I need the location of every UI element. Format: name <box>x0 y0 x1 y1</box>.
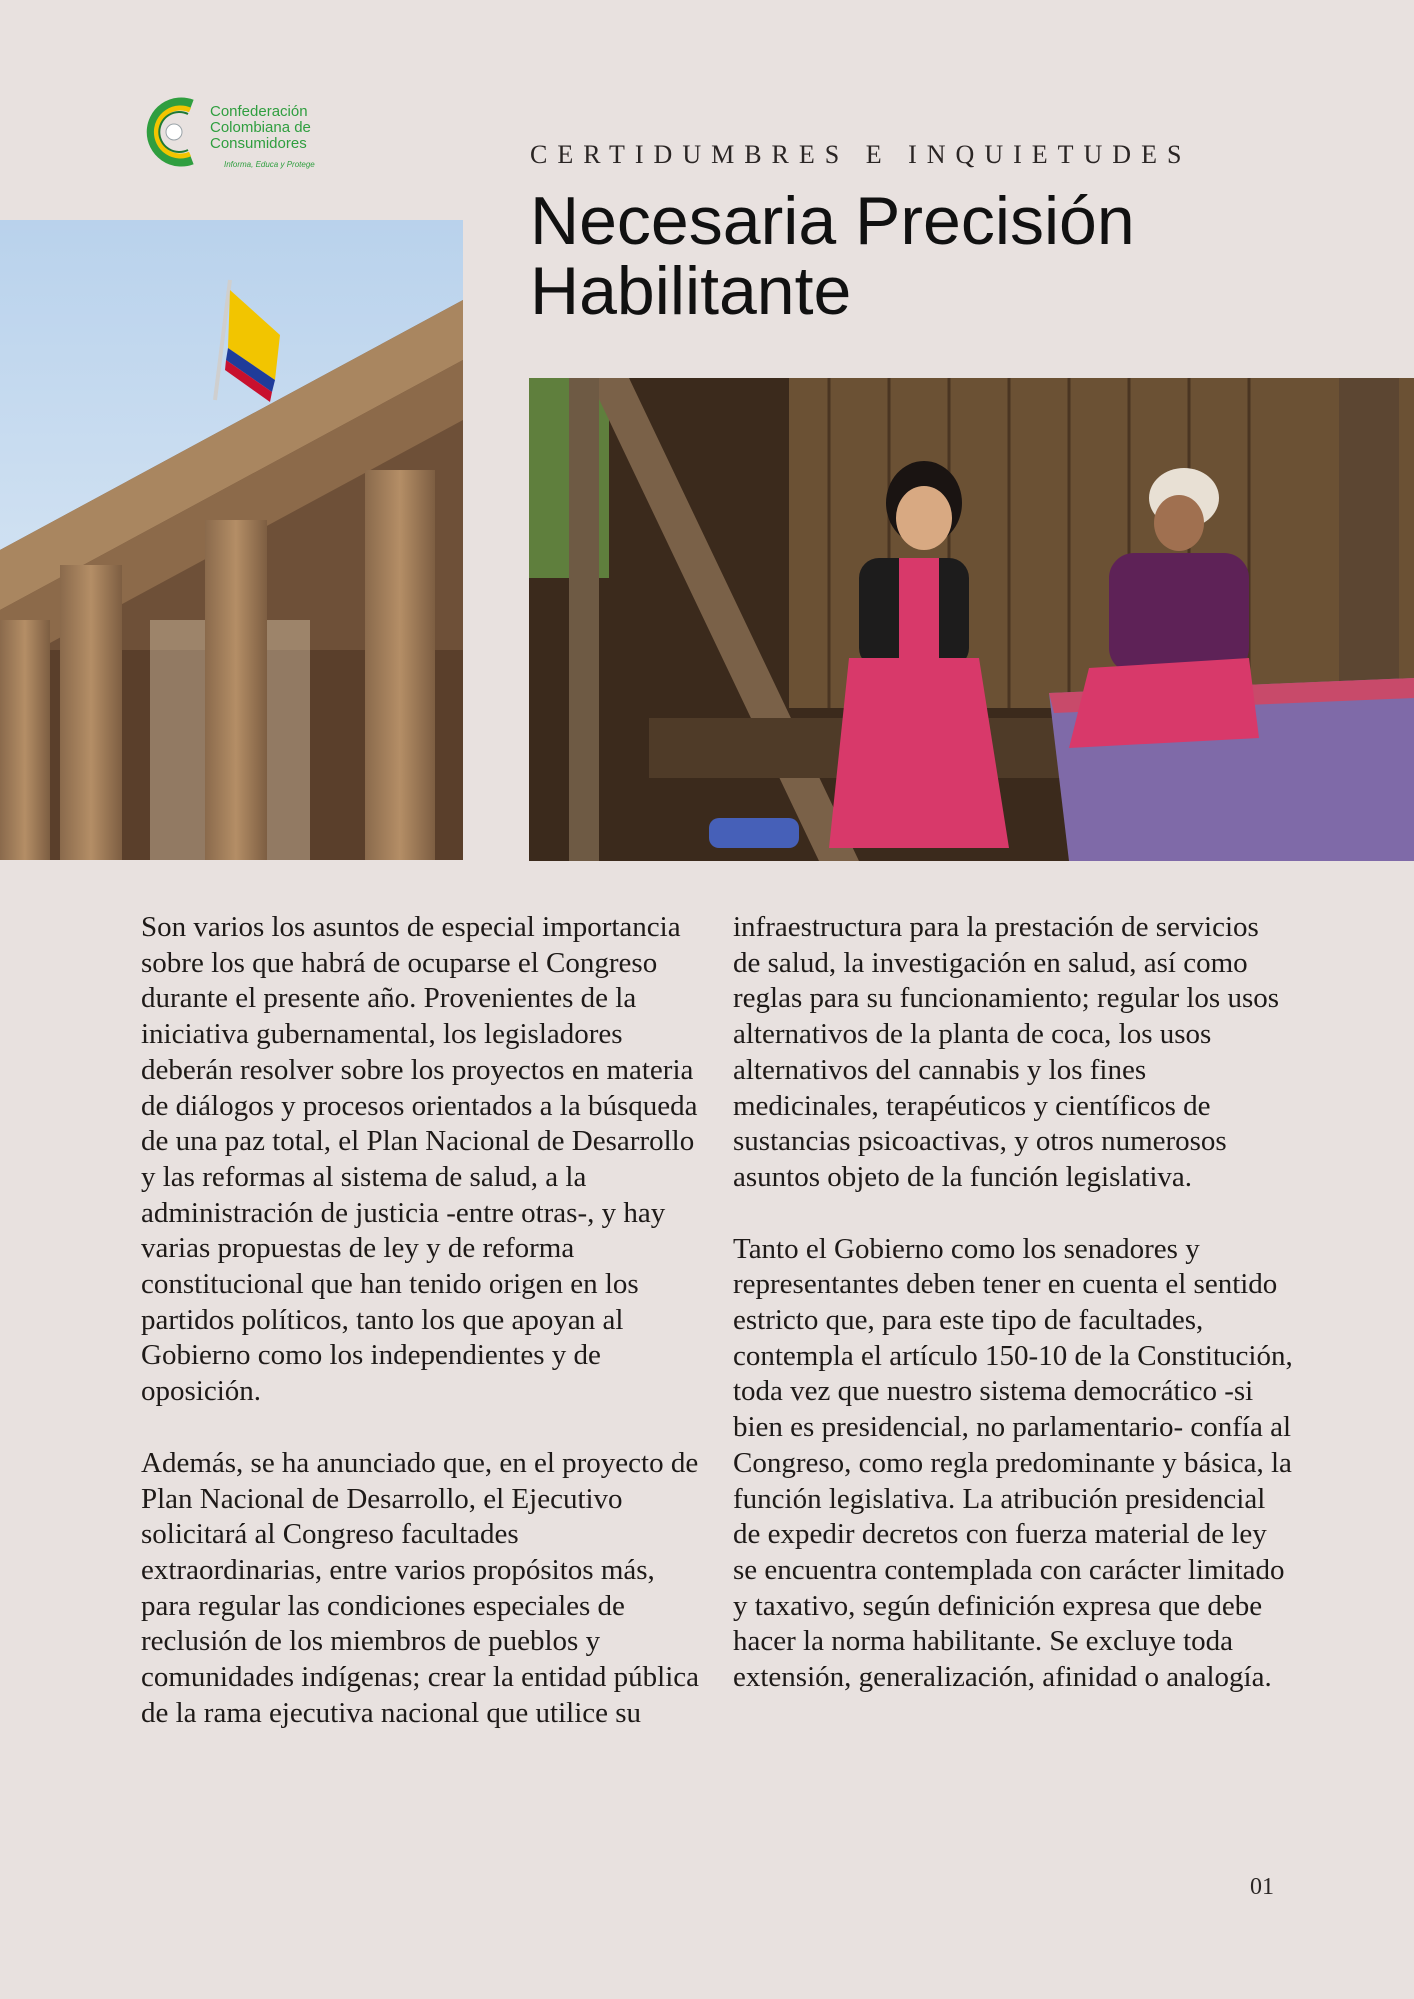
logo-line-3: Consumidores <box>210 135 307 152</box>
paragraph-4: Tanto el Gobierno como los senadores y representantes deben tener en cuenta el sentido estricto que, para este tipo de facultades, contempla el artículo 150-10 de la Constitución, toda vez que nuestro sistema democrático -si bien es presidencial, no parlamentario- confía al Congreso, como regla predominante y básica, la función legislativa. La atribución presidencial de expedir decretos con fuerza material de ley se encuentra contemplada con carácter limitado y taxativo, según definición expresa que debe hacer la norma habilitante. Se excluye toda extensión, generalización, afinidad o analogía. <box>733 1232 1293 1694</box>
logo-tagline: Informa, Educa y Protege <box>224 160 315 169</box>
section-kicker: CERTIDUMBRES E INQUIETUDES <box>530 140 1192 169</box>
page-number: 01 <box>1250 1874 1274 1900</box>
paragraph-2: Además, se ha anunciado que, en el proyecto de Plan Nacional de Desarrollo, el Ejecutivo solicitará al Congreso facultades extraordinarias, entre varios propósitos más, para regular las condiciones especiales de reclusión de los miembros de pueblos y comunidades indígenas; crear la entidad pública de la rama ejecutiva nacional que utilice su <box>141 1446 700 1729</box>
logo-line-2: Colombiana de <box>210 119 311 136</box>
congress-building-photo <box>0 220 463 860</box>
article-title <box>530 183 1290 329</box>
body-column-left <box>141 910 701 1767</box>
indigenous-girl-elder-photo <box>529 378 1414 861</box>
title-line-2: Habilitante <box>530 253 852 329</box>
logo <box>140 90 340 174</box>
logo-line-1: Confederación <box>210 103 308 120</box>
body-column-right <box>733 910 1293 1732</box>
paragraph-1: Son varios los asuntos de especial importancia sobre los que habrá de ocuparse el Congreso durante el presente año. Provenientes de la iniciativa gubernamental, los legisladores deberán resolver sobre los proyectos en materia de diálogos y procesos orientados a la búsqueda de una paz total, el Plan Nacional de Desarrollo y las reformas al sistema de salud, a la administración de justicia -entre otras-, y hay varias propuestas de ley y de reforma constitucional que han tenido origen en los partidos políticos, tanto los que apoyan al Gobierno como los independientes y de oposición. <box>141 911 698 1408</box>
paragraph-3: infraestructura para la prestación de servicios de salud, la investigación en salud, así como reglas para su funcionamiento; regular los usos alternativos de la planta de coca, los usos alternativos del cannabis y los fines medicinales, terapéuticos y científicos de sustancias psicoactivas, y otros numerosos asuntos objeto de la función legislativa. <box>733 911 1280 1193</box>
logo-wordmark <box>210 104 340 152</box>
logo-c-emblem <box>140 90 210 174</box>
title-line-1: Necesaria Precisión <box>530 183 1135 259</box>
